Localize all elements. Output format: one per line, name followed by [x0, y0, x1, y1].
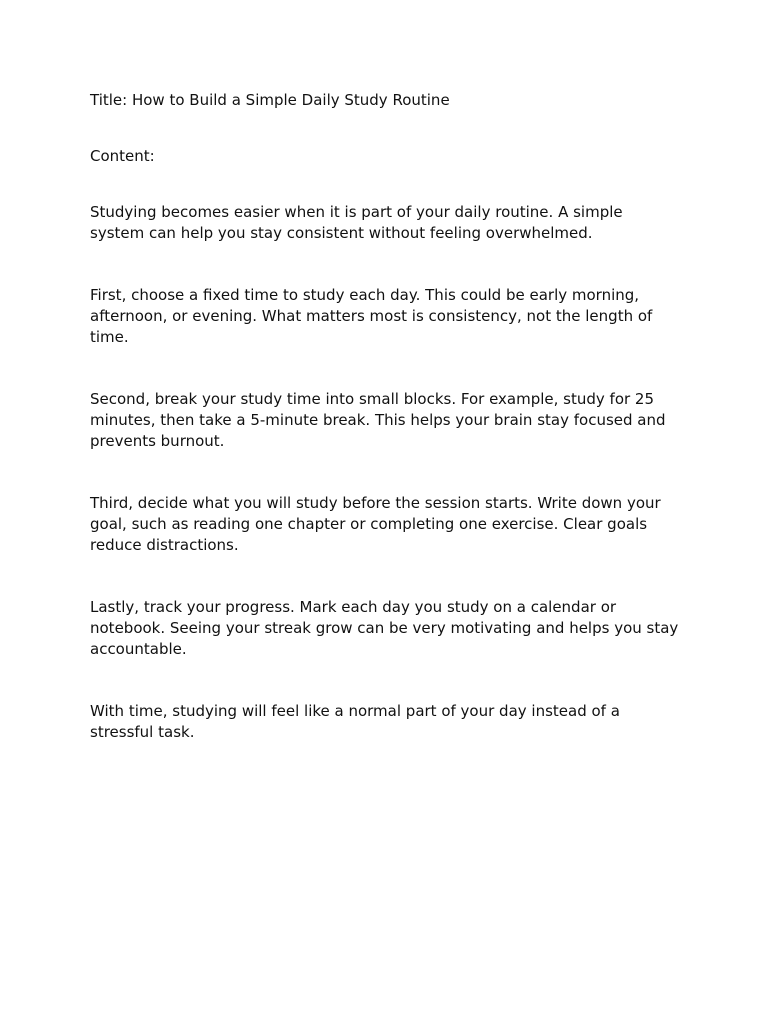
paragraph-third: Third, decide what you will study before the session starts. Write down your goal, such as reading one chapter or completing one exercise. Clear goals reduce distractions.: [90, 494, 661, 554]
document-title: Title: How to Build a Simple Daily Study Routine: [90, 91, 450, 109]
content-label: Content:: [90, 147, 155, 165]
paragraph-lastly: Lastly, track your progress. Mark each day you study on a calendar or notebook. Seeing your streak grow can be very motivating and helps you stay accountable.: [90, 598, 679, 658]
paragraph-conclusion: With time, studying will feel like a normal part of your day instead of a stressful task.: [90, 702, 620, 741]
paragraph-second: Second, break your study time into small blocks. For example, study for 25 minutes, then take a 5-minute break. This helps your brain stay focused and prevents burnout.: [90, 390, 666, 450]
paragraph-intro: Studying becomes easier when it is part of your daily routine. A simple system can help you stay consistent without feeling overwhelmed.: [90, 203, 623, 242]
document-page: [90, 90, 680, 784]
paragraph-first: First, choose a fixed time to study each day. This could be early morning, afternoon, or evening. What matters most is consistency, not the length of time.: [90, 286, 653, 346]
